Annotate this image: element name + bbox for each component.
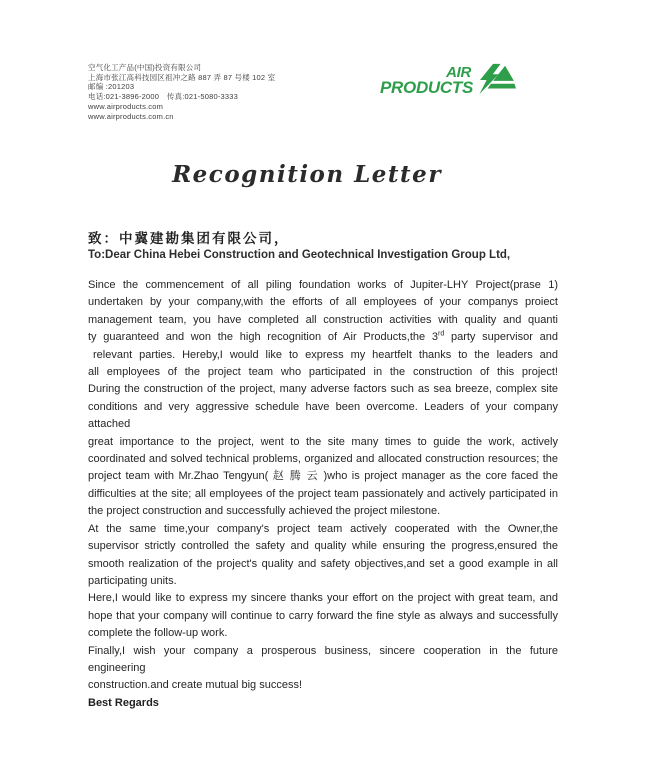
- body-line: Since the commencement of all piling foundation works of Jupiter-LHY Project(prase 1): [88, 279, 558, 291]
- logo-wordmark: [380, 66, 473, 96]
- body-line: coordinated and solved technical problems, organized and allocated construction resources; the: [88, 453, 558, 466]
- ordinal-superscript: rd: [437, 330, 445, 338]
- body-line: At the same time,your company's project team actively cooperated with the Owner,the: [88, 522, 558, 535]
- body-line: Finally,I wish your company a prosperous business, sincere cooperation in the future engineering: [88, 644, 558, 674]
- letterhead: [88, 63, 275, 121]
- body-line: construction.and create mutual big success!: [88, 679, 303, 692]
- body-line: smooth realization of the project's quality and safety objectives,and set a good example in all: [88, 557, 558, 570]
- letterhead-website-cn: www.airproducts.com.cn: [88, 111, 174, 121]
- body-line: During the construction of the project, many adverse factors such as sea breeze, complex site: [88, 383, 558, 396]
- logo-air-text: AIR: [446, 64, 471, 81]
- body-line: all employees of the project team who participated in the construction of this project!: [88, 366, 558, 379]
- body-line: undertaken by your company,with the efforts of all employees of your companys proiect: [88, 296, 558, 309]
- closing-best-regards: Best Regards: [88, 696, 159, 709]
- body-line: difficulties at the site; all employees of the project team passionately and actively participated in: [88, 487, 558, 500]
- body-line-post: party supervisor and: [444, 331, 558, 344]
- letterhead-address: 上海市张江高科技园区祖冲之路 887 弄 87 号楼 102 室: [88, 72, 276, 82]
- letter-body: [88, 277, 558, 712]
- logo-products-text: PRODUCTS: [380, 78, 473, 97]
- body-line: management team, you have completed all construction activities with quality and quanti: [88, 313, 558, 326]
- body-line-pre: ty guaranteed and won the high recognition of Air Products,the 3: [88, 331, 438, 344]
- body-line: great importance to the project, went to the site many times to guide the work, actively: [88, 435, 558, 448]
- body-line: the project construction and successfully achieved the project milestone.: [88, 505, 441, 518]
- body-line-with-superscript: [88, 329, 558, 346]
- letterhead-phone-fax: 电话:021-3896-2000 传真:021-5080-3333: [88, 92, 239, 102]
- air-products-emblem-icon: [477, 62, 517, 96]
- letter-title: Recognition Letter: [172, 161, 442, 188]
- air-products-logo: [380, 62, 517, 96]
- recipient-line-chinese: 致：中冀建勘集团有限公司，: [88, 231, 290, 246]
- letterhead-postcode: 邮编 :201203: [88, 82, 135, 92]
- body-line: supervisor strictly controlled the safety and quality while ensuring the progress,ensured the: [88, 540, 558, 553]
- body-line: Here,I would like to express my sincere thanks your effort on the project with great team, and: [88, 592, 558, 605]
- body-line: conditions and very aggressive schedule have been overcome. Leaders of your company attached: [88, 400, 558, 431]
- body-line: complete the follow-up work.: [88, 627, 228, 640]
- letterhead-company-name: 空气化工产品(中国)投资有限公司: [88, 63, 202, 72]
- recipient-line-english: To:Dear China Hebei Construction and Geotechnical Investigation Group Ltd,: [88, 249, 511, 261]
- body-line: project team with Mr.Zhao Tengyun( 赵 腾 云 )who is project manager as the core faced the: [88, 470, 558, 483]
- letterhead-website: www.airproducts.com: [88, 101, 164, 111]
- body-line: relevant parties. Hereby,I would like to express my heartfelt thanks to the leaders and: [93, 348, 558, 361]
- body-line: participating units.: [88, 574, 177, 587]
- body-line: hope that your company will continue to carry forward the fine style as always and successfully: [88, 609, 558, 622]
